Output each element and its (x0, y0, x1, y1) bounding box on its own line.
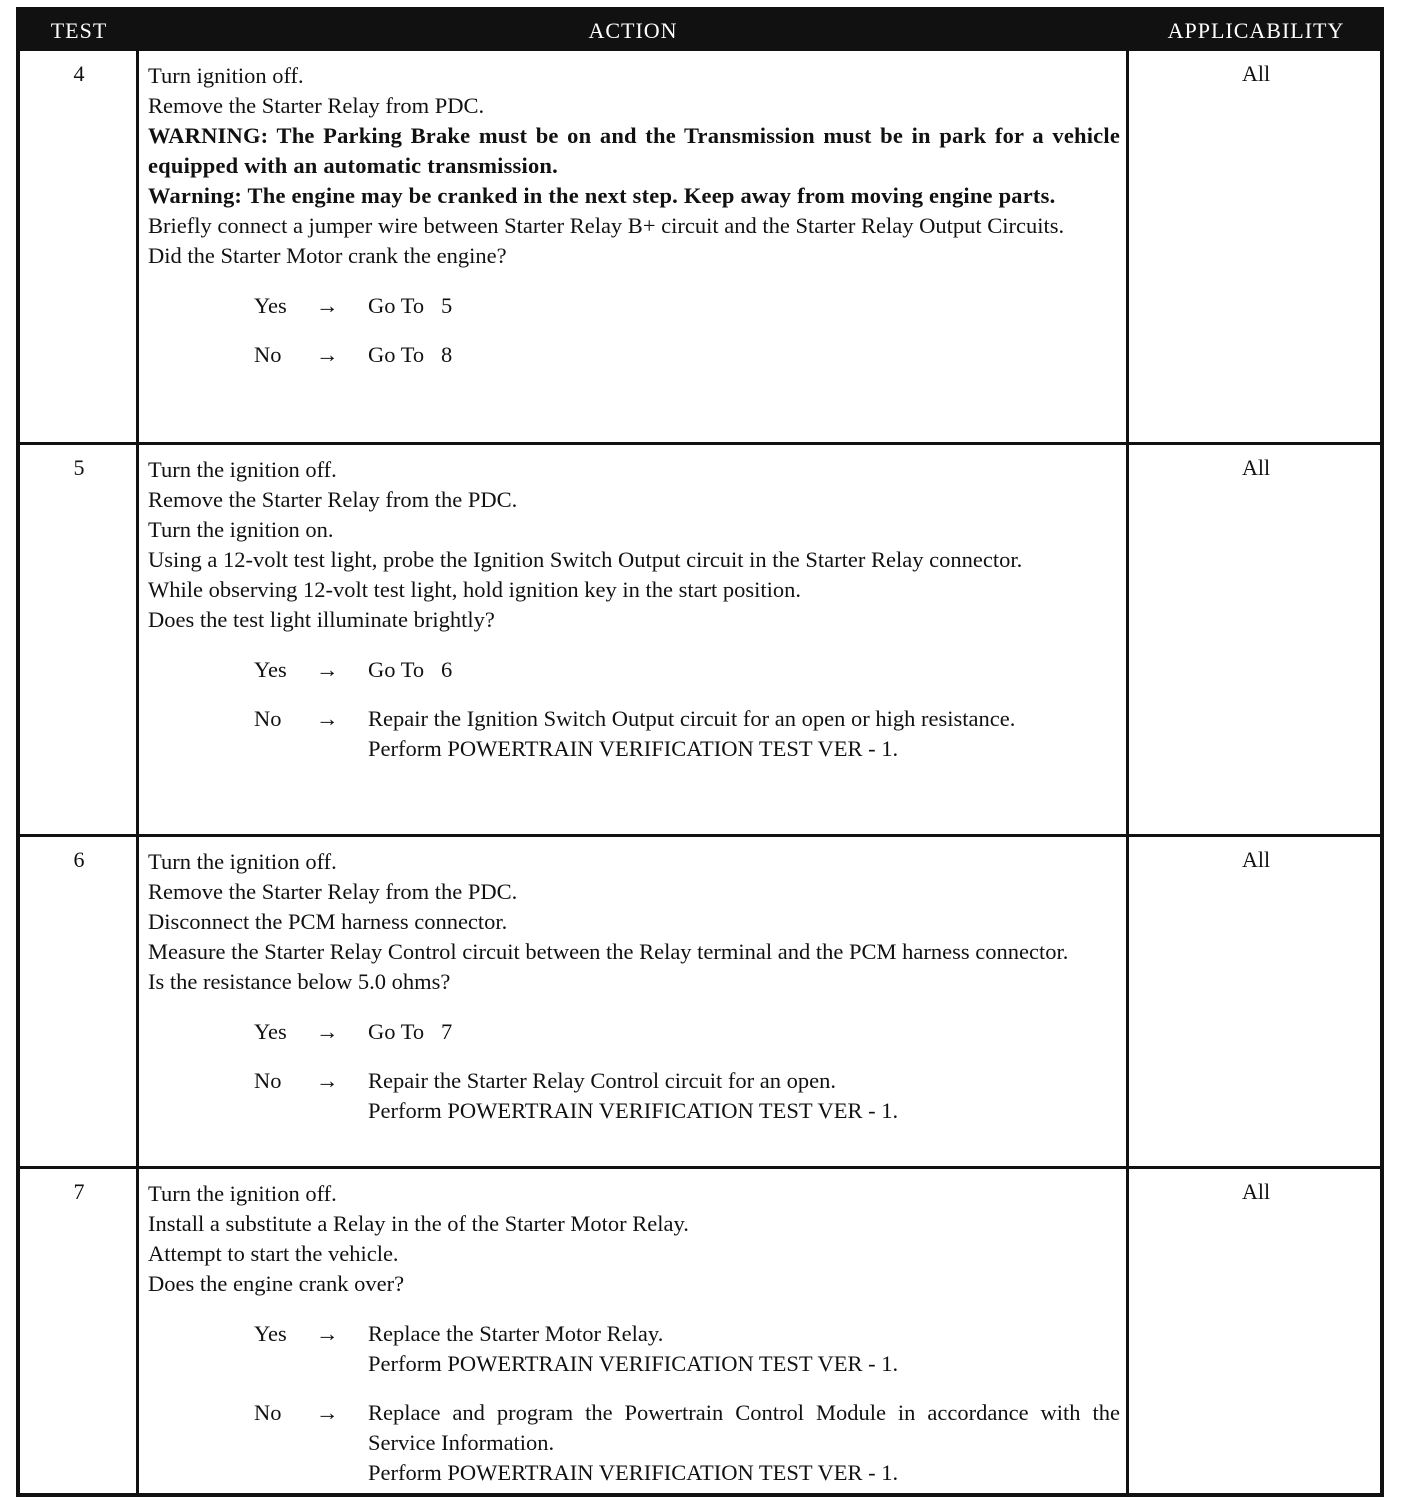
choice-answer: Yes (254, 657, 287, 682)
choice-result (368, 1066, 1120, 1126)
choice-no (148, 1398, 1120, 1488)
arrow-right-icon: → (316, 342, 339, 367)
action-line: Did the Starter Motor crank the engine? (148, 243, 507, 268)
test-number: 4 (73, 61, 85, 86)
action-line: Remove the Starter Relay from PDC. (148, 93, 485, 118)
header-test: TEST (50, 18, 108, 43)
arrow-right-icon: → (316, 1400, 339, 1425)
applicability-cell: All (1241, 61, 1271, 86)
choice-answer: No (254, 1068, 282, 1093)
action-line: Briefly connect a jumper wire between Starter Relay B+ circuit and the Starter Relay Output Circuits. (148, 213, 1065, 238)
result-line: Go To 7 (368, 1019, 453, 1044)
action-cell (148, 1179, 1120, 1488)
choice-list (148, 655, 1120, 764)
arrow-right-icon: → (316, 1068, 339, 1093)
action-cell (148, 847, 1120, 1126)
choice-result (368, 1017, 1120, 1047)
action-cell (148, 455, 1120, 764)
action-cell (148, 61, 1120, 370)
arrow-right-icon: → (316, 1019, 339, 1044)
action-line: Using a 12-volt test light, probe the Ignition Switch Output circuit in the Starter Relay connector. (148, 547, 1023, 572)
choice-no (148, 1066, 1120, 1126)
result-line: Replace the Starter Motor Relay. (368, 1321, 664, 1346)
arrow-right-icon: → (316, 657, 339, 682)
arrow-right-icon: → (316, 293, 339, 318)
action-line: Attempt to start the vehicle. (148, 1241, 399, 1266)
diagnostic-test-table (16, 7, 1384, 1497)
choice-answer: No (254, 1400, 282, 1425)
choice-result (368, 1398, 1120, 1488)
choice-list (148, 1319, 1120, 1488)
table-row (20, 1166, 1380, 1493)
result-line: Repair the Starter Relay Control circuit for an open. (368, 1068, 836, 1093)
choice-result (368, 1319, 1120, 1379)
table-row (20, 442, 1380, 834)
choice-yes (148, 1017, 1120, 1047)
choice-no (148, 340, 1120, 370)
choice-result (368, 340, 1120, 370)
table-row (20, 51, 1380, 442)
action-line: Is the resistance below 5.0 ohms? (148, 969, 451, 994)
action-line: Turn the ignition off. (148, 457, 337, 482)
action-line: Turn the ignition off. (148, 849, 337, 874)
applicability-cell: All (1241, 455, 1271, 480)
applicability-cell: All (1241, 1179, 1271, 1204)
choice-yes (148, 291, 1120, 321)
header-applicability: APPLICABILITY (1167, 18, 1345, 43)
action-line: Install a substitute a Relay in the of the Starter Motor Relay. (148, 1211, 689, 1236)
choice-list (148, 1017, 1120, 1126)
action-line: While observing 12-volt test light, hold ignition key in the start position. (148, 577, 802, 602)
action-line: Disconnect the PCM harness connector. (148, 909, 508, 934)
action-line: Remove the Starter Relay from the PDC. (148, 879, 518, 904)
result-line: Go To 8 (368, 342, 453, 367)
test-number: 7 (73, 1179, 85, 1204)
action-line: Remove the Starter Relay from the PDC. (148, 487, 518, 512)
result-line: Perform POWERTRAIN VERIFICATION TEST VER - 1. (368, 1460, 899, 1485)
choice-answer: Yes (254, 293, 287, 318)
choice-answer: Yes (254, 1321, 287, 1346)
header-action: ACTION (588, 18, 678, 43)
choice-result (368, 704, 1120, 764)
choice-answer: No (254, 342, 282, 367)
warning-text: WARNING: The Parking Brake must be on and the Transmission must be in park for a vehicle equipped with an automatic transmission. (148, 123, 1120, 178)
choice-yes (148, 655, 1120, 685)
choice-yes (148, 1319, 1120, 1379)
action-line: Turn the ignition on. (148, 517, 334, 542)
action-line: Turn ignition off. (148, 63, 304, 88)
action-line: Does the engine crank over? (148, 1271, 405, 1296)
result-line: Replace and program the Powertrain Control Module in accordance with the Service Information. (368, 1400, 1120, 1455)
test-number: 6 (73, 847, 85, 872)
action-line: Does the test light illuminate brightly? (148, 607, 495, 632)
choice-result (368, 655, 1120, 685)
arrow-right-icon: → (316, 1321, 339, 1346)
action-line: Measure the Starter Relay Control circuit between the Relay terminal and the PCM harness connector. (148, 939, 1069, 964)
result-line: Perform POWERTRAIN VERIFICATION TEST VER - 1. (368, 1351, 899, 1376)
choice-result (368, 291, 1120, 321)
result-line: Go To 5 (368, 293, 453, 318)
action-line: Turn the ignition off. (148, 1181, 337, 1206)
table-row (20, 834, 1380, 1166)
arrow-right-icon: → (316, 706, 339, 731)
result-line: Perform POWERTRAIN VERIFICATION TEST VER - 1. (368, 1098, 899, 1123)
choice-answer: No (254, 706, 282, 731)
choice-list (148, 291, 1120, 370)
result-line: Go To 6 (368, 657, 453, 682)
table-header (20, 11, 1380, 51)
result-line: Repair the Ignition Switch Output circuit for an open or high resistance. (368, 706, 1016, 731)
warning-text: Warning: The engine may be cranked in the next step. Keep away from moving engine parts. (148, 183, 1056, 208)
choice-no (148, 704, 1120, 764)
test-number: 5 (73, 455, 85, 480)
applicability-cell: All (1241, 847, 1271, 872)
choice-answer: Yes (254, 1019, 287, 1044)
result-line: Perform POWERTRAIN VERIFICATION TEST VER - 1. (368, 736, 899, 761)
